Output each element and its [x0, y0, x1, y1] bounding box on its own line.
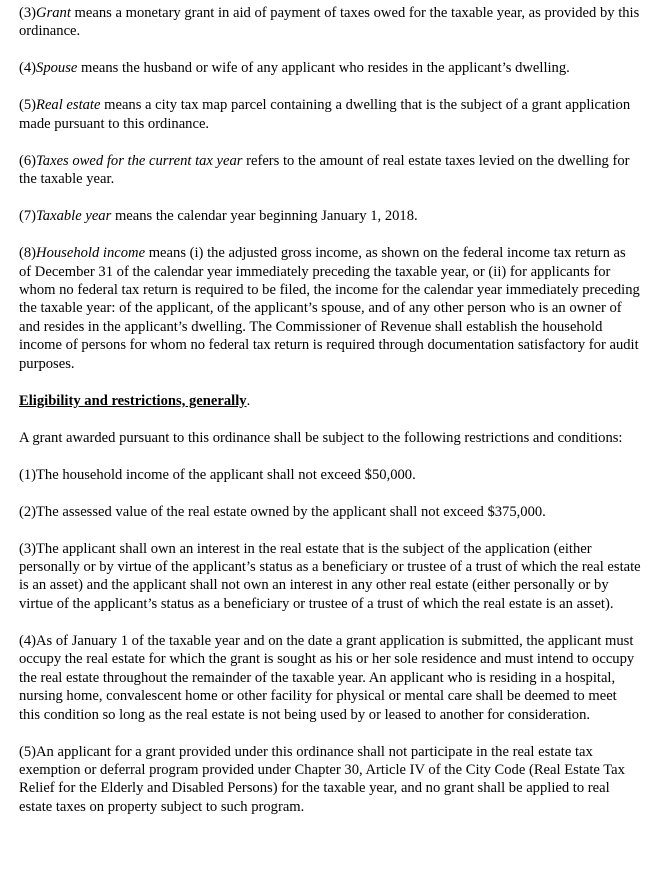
definition-taxable-year	[19, 207, 641, 225]
condition-1: (1)The household income of the applicant shall not exceed $50,000.	[19, 466, 416, 483]
definition-text: means the calendar year beginning January 1, 2018.	[111, 208, 418, 225]
condition-2: (2)The assessed value of the real estate owned by the applicant shall not exceed $375,000.	[19, 503, 546, 520]
definition-text: means the husband or wife of any applicant who resides in the applicant’s dwelling.	[77, 60, 570, 77]
definition-number: (5)	[19, 97, 37, 114]
definition-taxes-owed	[19, 152, 641, 189]
definition-term: Taxable year	[36, 208, 112, 225]
definition-spouse	[19, 59, 641, 77]
definition-household-income	[19, 244, 641, 373]
definition-text: refers to the amount of real estate taxes levied on the dwelling for the taxable year.	[19, 152, 630, 188]
definition-number: (3)	[19, 5, 37, 21]
definition-grant	[19, 4, 641, 41]
definition-number: (6)	[19, 152, 37, 169]
definition-number: (7)	[19, 208, 37, 225]
definition-term: Real estate	[36, 97, 101, 114]
definition-real-estate	[19, 96, 641, 133]
definition-number: (8)	[19, 245, 37, 262]
definition-term: Household income	[36, 245, 146, 262]
condition-5: (5)An applicant for a grant provided under this ordinance shall not participate in the real estate tax exemption or deferral program provided under Chapter 30, Article IV of the City Code (Real Estate Tax Relief for the Elderly and Disabled Persons) for the taxable year, and no grant shall be applied to real estate taxes on property subject to such program.	[19, 743, 625, 815]
definition-text: means a city tax map parcel containing a dwelling that is the subject of a grant application made pursuant to this ordinance.	[19, 97, 631, 132]
definition-term: Taxes owed for the current tax year	[36, 152, 243, 169]
condition-4: (4)As of January 1 of the taxable year and on the date a grant application is submitted, the applicant must occupy the real estate for which the grant is sought as his or her sole residence and must intend to occupy the real estate throughout the remainder of the taxable year. An applicant who is residing in a hospital, nursing home, convalescent home or other facility for physical or mental care shall be deemed to meet this condition so long as the real estate is not being used by or leased to another for consideration.	[19, 632, 635, 723]
condition-3: (3)The applicant shall own an interest in the real estate that is the subject of the application (either personally or by virtue of the applicant’s status as a beneficiary or trustee of a trust of which the real estate is an asset) and the applicant shall not own an interest in any other real estate (either personally or by virtue of the applicant’s status as a beneficiary or trustee of a trust of which the real estate is an asset).	[19, 540, 641, 612]
document-page	[19, 4, 641, 835]
definition-text: means a monetary grant in aid of payment of taxes owed for the taxable year, as provided by this ordinance.	[19, 5, 640, 40]
section-heading	[19, 392, 641, 410]
section-heading-text: Eligibility and restrictions, generally	[19, 392, 247, 409]
section-heading-period: .	[246, 392, 251, 409]
section-intro: A grant awarded pursuant to this ordinance shall be subject to the following restrictions and conditions:	[19, 429, 623, 446]
definition-text: means (i) the adjusted gross income, as shown on the federal income tax return as of December 31 of the calendar year immediately preceding the taxable year, or (ii) for applicants for whom no federal tax return is required to be filed, the income for the calendar year immediately preceding the taxable year: of the applicant, of the applicant’s spouse, and of any other person who is an owner of and resides in the applicant’s dwelling. The Commissioner of Revenue shall establish the household income of persons for whom no federal tax return is required through documentation satisfactory for audit purposes.	[19, 245, 640, 372]
definition-term: Spouse	[36, 60, 78, 77]
definition-term: Grant	[36, 5, 71, 21]
definition-number: (4)	[19, 60, 37, 77]
